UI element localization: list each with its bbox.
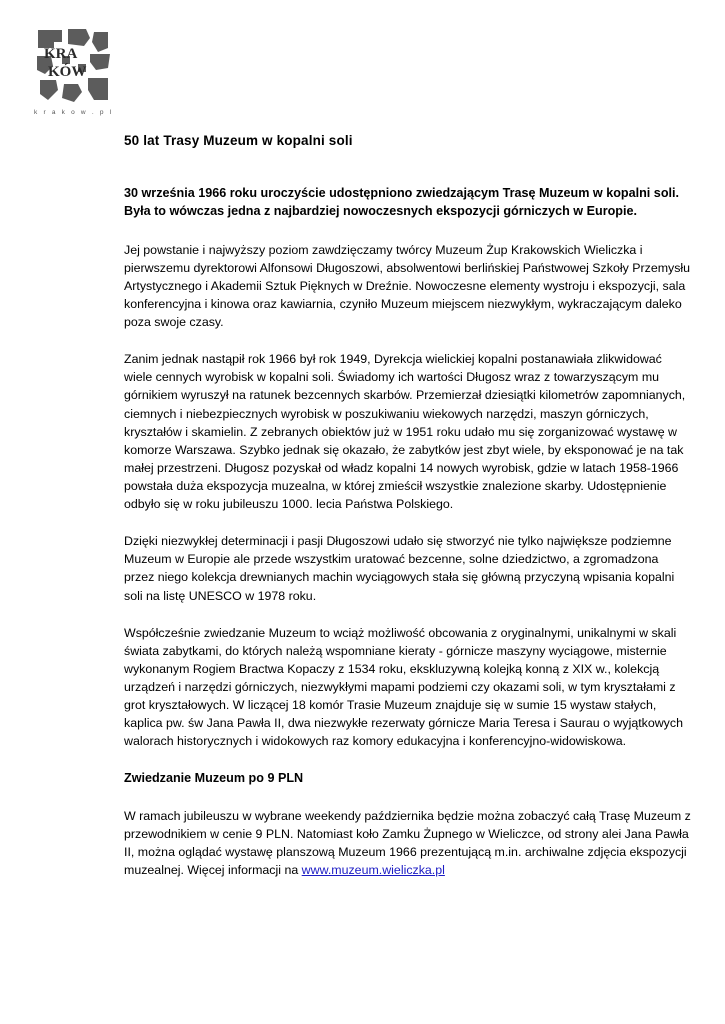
logo-caption: k r a k o w . p l bbox=[34, 109, 114, 116]
logo-block bbox=[34, 26, 126, 116]
closing-paragraph bbox=[124, 807, 692, 879]
body-paragraph-2: Zanim jednak nastąpił rok 1966 był rok 1949, Dyrekcja wielickiej kopalni postanawiała zlikwidować wiele cennych wyrobisk w kopalni soli. Świadomy ich wartości Długosz wraz z towarzyszącym mu górnikiem wyruszył na ratunek bezcennych skarbów. Przemierzał dziesiątki kilometrów zapomnianych, ciemnych i niebezpiecznych wyrobisk w poszukiwaniu wiekowych narzędzi, maszyn górniczych, kryształów i skamielin. Z zebranych obiektów już w 1951 roku udało mu się zorganizować wystawę w komorze Warszawa. Szybko jednak się okazało, że zabytków jest zbyt wiele, by eksponować je na tak małej przestrzeni. Długosz pozyskał od władz kopalni 14 nowych wyrobisk, gdzie w latach 1958-1966 powstała duża ekspozycja muzealna, w której zmieścił wszystkie znalezione skarby. Udostępnienie odbyło się w roku jubileuszu 1000. lecia Państwa Polskiego. bbox=[124, 352, 686, 512]
body-paragraph-3: Dzięki niezwykłej determinacji i pasji Długoszowi udało się stworzyć nie tylko największe podziemne Muzeum w Europie ale przede wszystkim uratować bezcenne, solne dziedzictwo, a zgromadzona przez niego kolekcja drewnianych machin wyciągowych stała się główną przyczyną wpisania kopalni soli na listę UNESCO w 1978 roku. bbox=[124, 534, 675, 603]
closing-text: W ramach jubileuszu w wybrane weekendy października będzie można zobaczyć całą Trasę Muzeum z przewodnikiem w cenie 9 PLN. Natomiast koło Zamku Żupnego w Wieliczce, od strony alei Jana Pawła II, można oglądać wystawę planszową Muzeum 1966 prezentującą m.in. archiwalne zdjęcia ekspozycji muzealnej. Więcej informacji na bbox=[124, 808, 691, 878]
lead-paragraph: 30 września 1966 roku uroczyście udostępniono zwiedzającym Trasę Muzeum w kopalni soli. Była to wówczas jedna z najbardziej nowoczesnych ekspozycji górniczych w Europie. bbox=[124, 186, 680, 219]
muzeum-wieliczka-link[interactable]: www.muzeum.wieliczka.pl bbox=[301, 863, 445, 878]
krakow-logo-icon bbox=[34, 26, 112, 104]
body-paragraph-4: Współcześnie zwiedzanie Muzeum to wciąż możliwość obcowania z oryginalnymi, unikalnymi w skali świata zabytkami, do których należą wspomniane kieraty - górnicze maszyny wyciągowe, misternie wykonanym Rogiem Bractwa Kopaczy z 1534 roku, ekskluzywną kolejką konną z XIX w., kolekcją urządzeń i narzędzi górniczych, niezwykłymi mapami podziemi czy okazami soli, w tym kryształami z grot kryształowych. W liczącej 18 komór Trasie Muzeum znajduje się w sumie 15 wystaw stałych, kaplica pw. św Jana Pawła II, dwa niezwykłe rezerwaty górnicze Maria Teresa i Saurau o wyjątkowych walorach historycznych i widokowych raz komory edukacyjna i konferencyjno-widowiskowa. bbox=[124, 625, 683, 749]
svg-text:KÓW: KÓW bbox=[48, 64, 87, 80]
body-paragraph-1: Jej powstanie i najwyższy poziom zawdzięczamy twórcy Muzeum Żup Krakowskich Wieliczka i pierwszemu dyrektorowi Alfonsowi Długoszowi, absolwentowi berlińskiej Państwowej Szkoły Przemysłu Artystycznego i Akademii Sztuk Pięknych w Dreźnie. Nowoczesne elementy wystroju i ekspozycji, sala konferencyjna i kinowa oraz kawiarnia, czyniło Muzeum miejscem niezwykłym, wykraczającym daleko poza swoje czasy. bbox=[124, 242, 691, 330]
section-subtitle: Zwiedzanie Muzeum po 9 PLN bbox=[124, 771, 304, 786]
svg-text:KRA: KRA bbox=[44, 46, 78, 62]
document-content bbox=[124, 132, 692, 898]
page-title: 50 lat Trasy Muzeum w kopalni soli bbox=[124, 133, 353, 148]
